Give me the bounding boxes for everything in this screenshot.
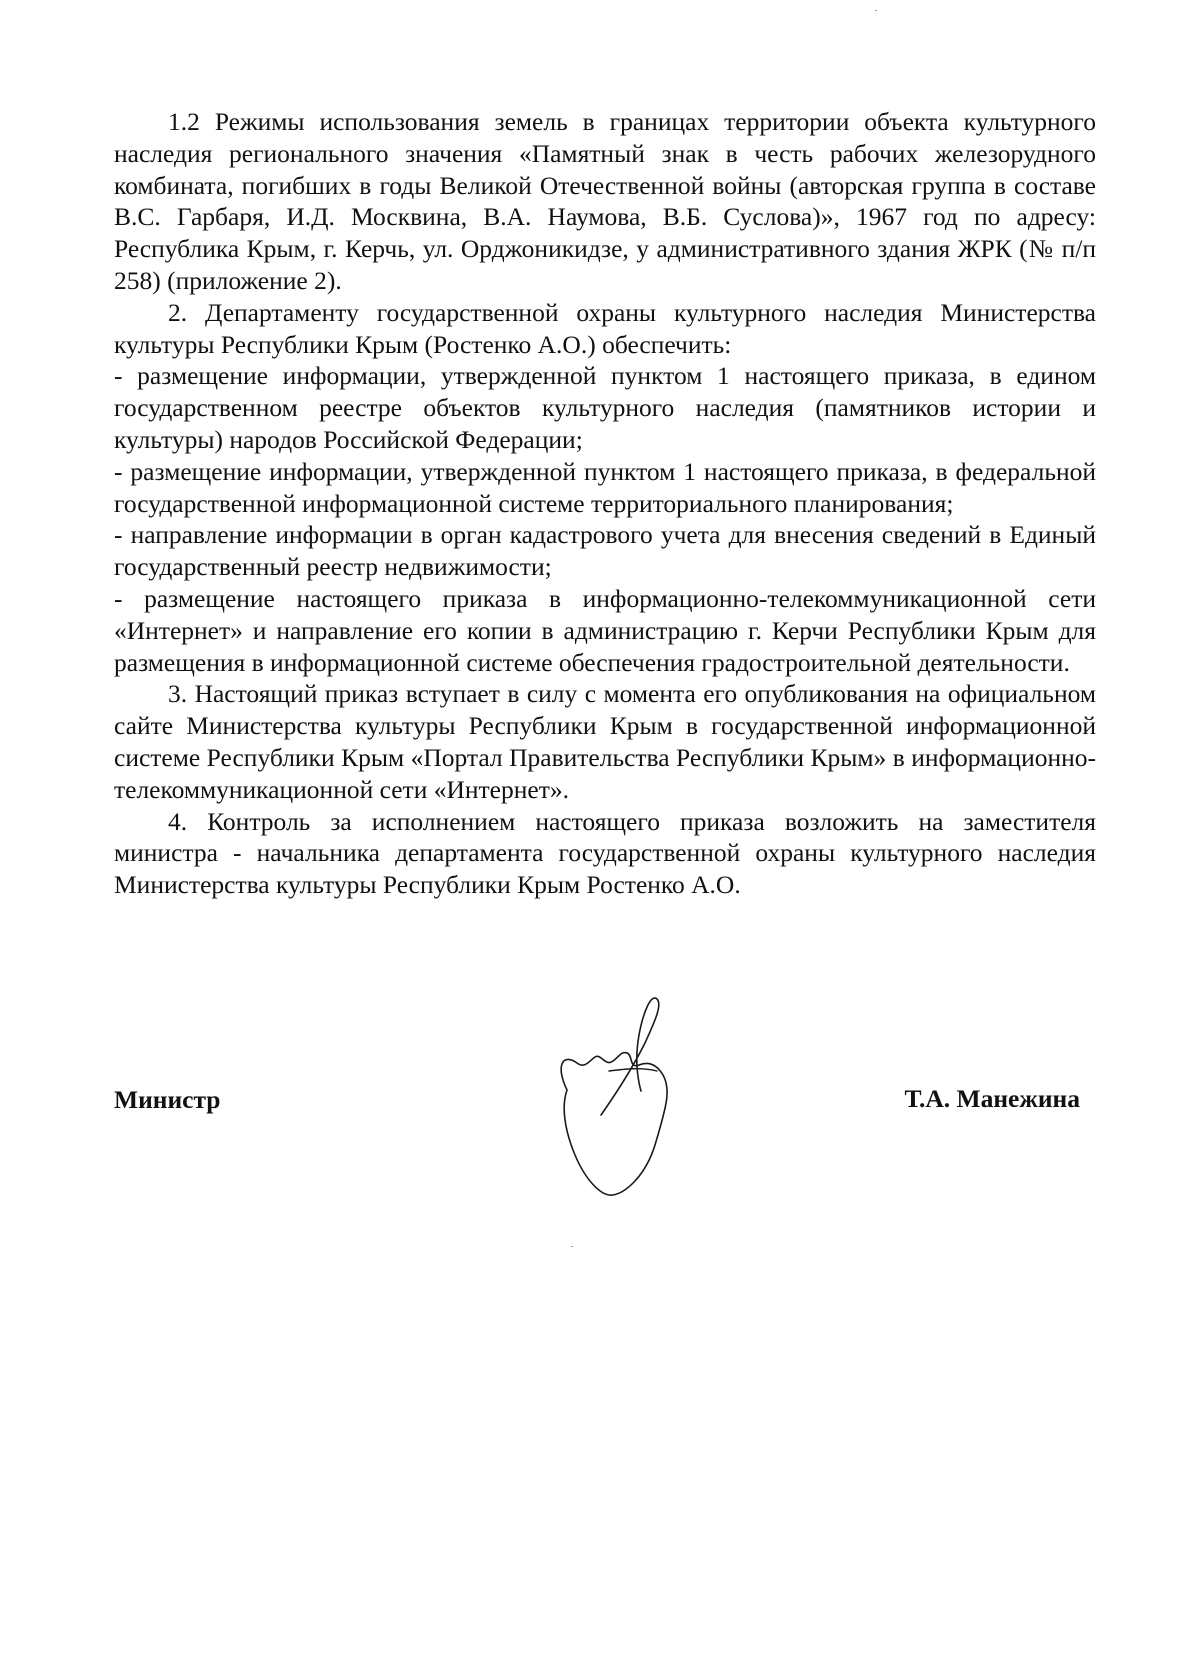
clause-2-item-planning-system: - размещение информации, утвержденной пунктом 1 настоящего приказа, в федеральной государственной информационной системе территориального планирования; xyxy=(114,456,1096,518)
signatory-title: Министр xyxy=(114,1085,221,1114)
clause-2-item-cadastre: - направление информации в орган кадастрового учета для внесения сведений в Единый государственный реестр недвижимости; xyxy=(114,520,1096,582)
signatory-name: Т.А. Манежина xyxy=(904,1084,1080,1113)
scan-speck xyxy=(571,1246,573,1247)
document-body xyxy=(114,106,1096,901)
clause-2-item-registry: - размещение информации, утвержденной пунктом 1 настоящего приказа, в едином государственном реестре объектов культурного наследия (памятников истории и культуры) народов Российской Федерации; xyxy=(114,361,1096,454)
clause-3: 3. Настоящий приказ вступает в силу с момента его опубликования на официальном сайте Министерства культуры Республики Крым в государственной информационной системе Республики Крым «Портал Правительства Республики Крым» в информационно-телекоммуникационной сети «Интернет». xyxy=(114,679,1096,804)
clause-4: 4. Контроль за исполнением настоящего приказа возложить на заместителя министра - начальника департамента государственной охраны культурного наследия Министерства культуры Республики Крым Ростенко А.О. xyxy=(114,806,1096,900)
clause-2: 2. Департаменту государственной охраны культурного наследия Министерства культуры Республики Крым (Ростенко А.О.) обеспечить: xyxy=(114,297,1096,359)
clause-1-2: 1.2 Режимы использования земель в границах территории объекта культурного наследия регионального значения «Памятный знак в честь рабочих железорудного комбината, погибших в годы Великой Отечественной войны (авторская группа в составе В.С. Гарбаря, И.Д. Москвина, В.А. Наумова, В.Б. Суслова)», 1967 год по адресу: Республика Крым, г. Керчь, ул. Орджоникидзе, у административного здания ЖРК (№ п/п 258) (приложение 2). xyxy=(114,107,1096,295)
clause-2-item-publication: - размещение настоящего приказа в информационно-телекоммуникационной сети «Интернет» и направление его копии в администрацию г. Керчи Республики Крым для размещения в информационной системе обеспечения градостроительной деятельности. xyxy=(114,583,1096,677)
handwritten-signature-icon xyxy=(545,995,715,1205)
scan-speck xyxy=(875,10,877,11)
